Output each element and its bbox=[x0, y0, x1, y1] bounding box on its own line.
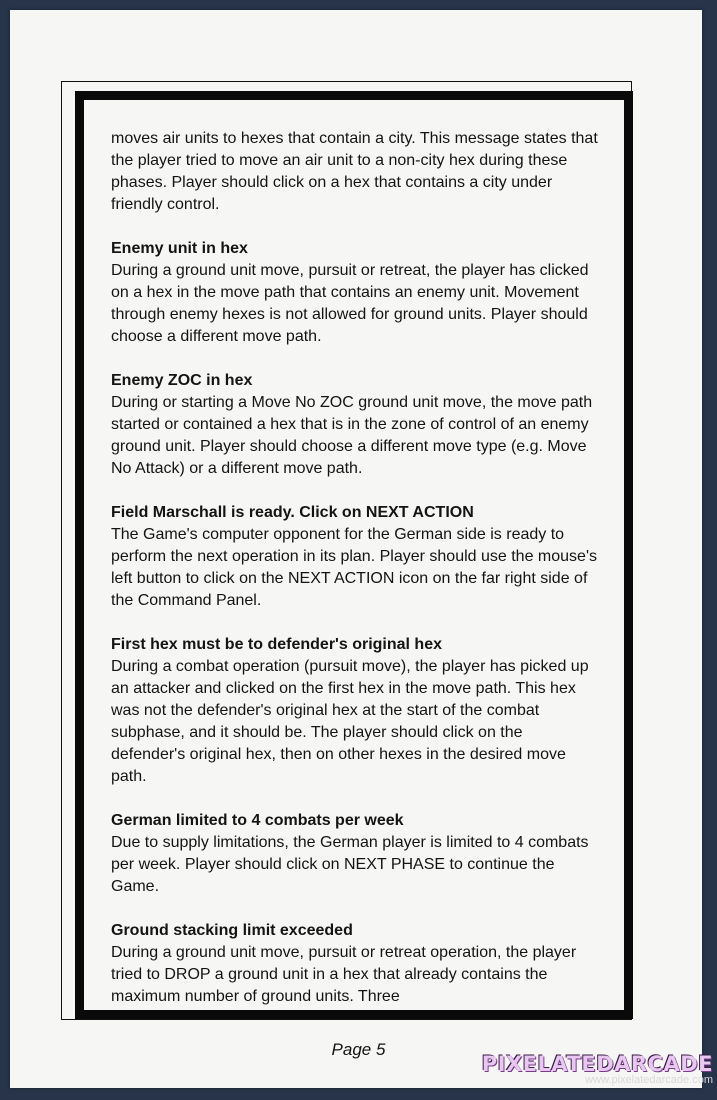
entry-heading: German limited to 4 combats per week bbox=[111, 812, 404, 829]
intro-entry bbox=[111, 128, 601, 216]
entry-body: The Game's computer opponent for the German side is ready to perform the next operation in its plan. Player should use the mouse's left button to click on the NEXT ACTION icon on the far right side of the Command Panel. bbox=[111, 526, 597, 609]
entry-body: During a ground unit move, pursuit or retreat, the player has clicked on a hex in the move path that contains an enemy unit. Movement through enemy hexes is not allowed for ground units. Player should choose a different move path. bbox=[111, 262, 589, 345]
intro-text: moves air units to hexes that contain a city. This message states that the player tried to move an air unit to a non-city hex during these phases. Player should click on a hex that contains a city under friendly control. bbox=[111, 130, 598, 213]
entry-german-combat-limit bbox=[111, 810, 601, 898]
page-number: Page 5 bbox=[331, 1040, 386, 1059]
entry-heading: Enemy ZOC in hex bbox=[111, 372, 253, 389]
entry-body: During or starting a Move No ZOC ground unit move, the move path started or contained a hex that is in the zone of control of an enemy ground unit. Player should choose a different move type (e.g. Move No Attack) or a different move path. bbox=[111, 394, 593, 477]
entry-body: During a combat operation (pursuit move), the player has picked up an attacker and clicked on the first hex in the move path. This hex was not the defender's original hex at the start of the combat subphase, and it should be. The player should click on the defender's original hex, then on other hexes in the desired move path. bbox=[111, 658, 589, 785]
entry-enemy-unit-in-hex bbox=[111, 238, 601, 348]
entry-ground-stacking-limit bbox=[111, 920, 601, 1008]
watermark-url: www.pixelatedarcade.com bbox=[585, 1074, 713, 1086]
watermark bbox=[482, 1052, 713, 1086]
entry-heading: Ground stacking limit exceeded bbox=[111, 922, 353, 939]
entry-heading: Enemy unit in hex bbox=[111, 240, 248, 257]
entry-heading: Field Marschall is ready. Click on NEXT ACTION bbox=[111, 504, 474, 521]
entry-body: Due to supply limitations, the German player is limited to 4 combats per week. Player should click on NEXT PHASE to continue the Game. bbox=[111, 834, 589, 895]
entry-field-marschall-ready bbox=[111, 502, 601, 612]
entry-heading: First hex must be to defender's original hex bbox=[111, 636, 442, 653]
entry-enemy-zoc-in-hex bbox=[111, 370, 601, 480]
page-content bbox=[111, 128, 601, 1008]
entry-body: During a ground unit move, pursuit or retreat operation, the player tried to DROP a ground unit in a hex that already contains the maximum number of ground units. Three bbox=[111, 944, 577, 1005]
entry-first-hex-defender bbox=[111, 634, 601, 788]
watermark-brand: PIXELATEDARCADE bbox=[481, 1052, 713, 1076]
